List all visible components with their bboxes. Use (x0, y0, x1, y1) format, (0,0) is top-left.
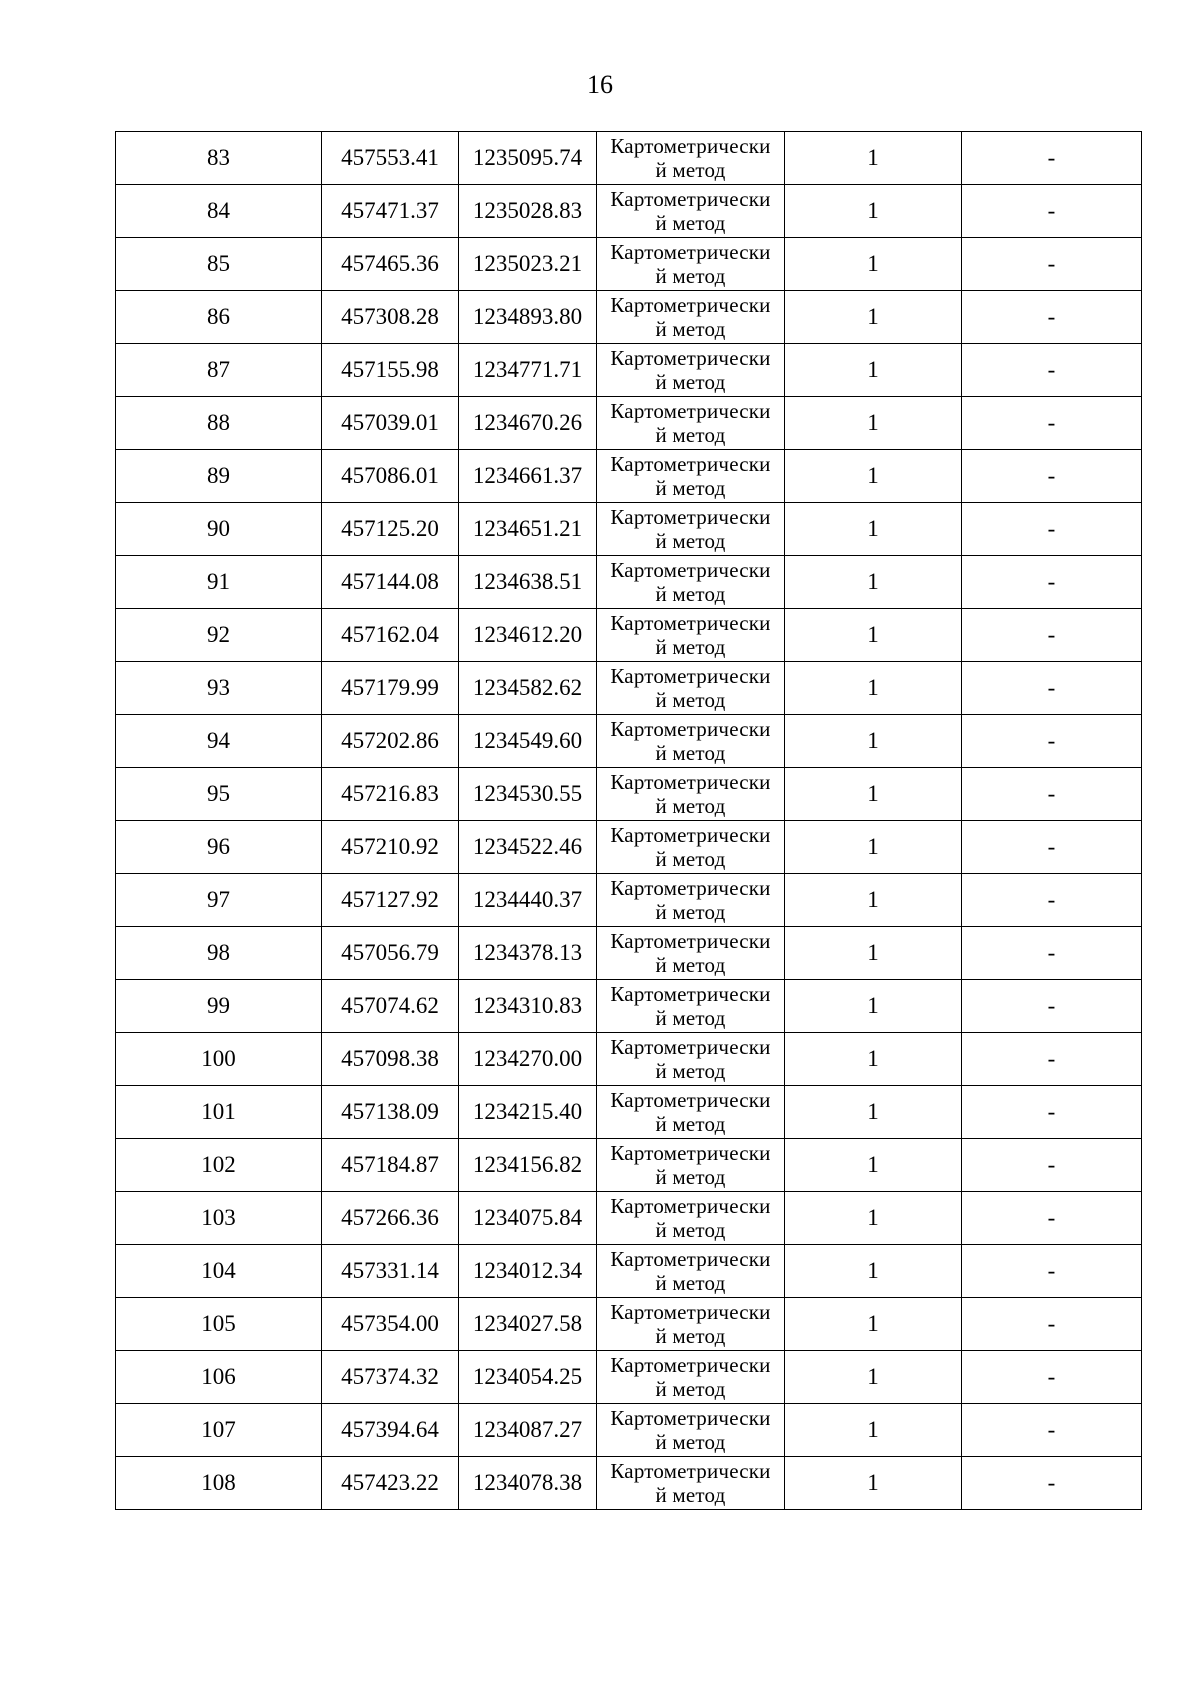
y-coordinate-cell: 1234771.71 (459, 344, 597, 397)
point-number-cell: 98 (116, 927, 322, 980)
accuracy-cell: 1 (785, 185, 962, 238)
table-row (116, 1033, 1142, 1086)
method-cell (597, 556, 785, 609)
method-text-line-2: й метод (655, 1218, 726, 1242)
accuracy-cell: 1 (785, 132, 962, 185)
method-text-line-2: й метод (655, 476, 726, 500)
method-cell (597, 1245, 785, 1298)
table-row (116, 556, 1142, 609)
y-coordinate-cell: 1234078.38 (459, 1457, 597, 1510)
method-text-line-1: Картометрически (610, 293, 771, 317)
method-text-line-1: Картометрически (610, 558, 771, 582)
y-coordinate-cell: 1234549.60 (459, 715, 597, 768)
method-text-line-1: Картометрически (610, 505, 771, 529)
note-cell: - (962, 927, 1142, 980)
method-cell (597, 450, 785, 503)
method-cell (597, 503, 785, 556)
point-number-cell: 95 (116, 768, 322, 821)
point-number-cell: 85 (116, 238, 322, 291)
y-coordinate-cell: 1235095.74 (459, 132, 597, 185)
y-coordinate-cell: 1234215.40 (459, 1086, 597, 1139)
method-text-line-2: й метод (655, 370, 726, 394)
method-text-line-1: Картометрически (610, 1353, 771, 1377)
method-cell (597, 238, 785, 291)
method-text-line-1: Картометрически (610, 399, 771, 423)
table-row (116, 768, 1142, 821)
method-text-line-2: й метод (655, 1324, 726, 1348)
method-cell (597, 927, 785, 980)
point-number-cell: 84 (116, 185, 322, 238)
y-coordinate-cell: 1234378.13 (459, 927, 597, 980)
method-cell (597, 662, 785, 715)
method-cell (597, 132, 785, 185)
note-cell: - (962, 556, 1142, 609)
y-coordinate-cell: 1234582.62 (459, 662, 597, 715)
point-number-cell: 102 (116, 1139, 322, 1192)
point-number-cell: 91 (116, 556, 322, 609)
x-coordinate-cell: 457039.01 (322, 397, 459, 450)
method-cell (597, 1457, 785, 1510)
method-text-line-1: Картометрически (610, 1459, 771, 1483)
method-text-line-1: Картометрически (610, 1035, 771, 1059)
x-coordinate-cell: 457374.32 (322, 1351, 459, 1404)
table-row (116, 238, 1142, 291)
method-cell (597, 291, 785, 344)
method-text-line-1: Картометрически (610, 823, 771, 847)
table-row (116, 1457, 1142, 1510)
accuracy-cell: 1 (785, 1457, 962, 1510)
note-cell: - (962, 132, 1142, 185)
method-cell (597, 397, 785, 450)
method-text-line-2: й метод (655, 688, 726, 712)
accuracy-cell: 1 (785, 1404, 962, 1457)
method-text-line-2: й метод (655, 1006, 726, 1030)
point-number-cell: 89 (116, 450, 322, 503)
x-coordinate-cell: 457162.04 (322, 609, 459, 662)
table-row (116, 715, 1142, 768)
note-cell: - (962, 768, 1142, 821)
accuracy-cell: 1 (785, 503, 962, 556)
y-coordinate-cell: 1234156.82 (459, 1139, 597, 1192)
y-coordinate-cell: 1234310.83 (459, 980, 597, 1033)
y-coordinate-cell: 1234522.46 (459, 821, 597, 874)
note-cell: - (962, 397, 1142, 450)
method-text-line-2: й метод (655, 158, 726, 182)
accuracy-cell: 1 (785, 715, 962, 768)
note-cell: - (962, 1192, 1142, 1245)
x-coordinate-cell: 457202.86 (322, 715, 459, 768)
x-coordinate-cell: 457127.92 (322, 874, 459, 927)
method-text-line-2: й метод (655, 264, 726, 288)
method-text-line-2: й метод (655, 794, 726, 818)
note-cell: - (962, 450, 1142, 503)
point-number-cell: 86 (116, 291, 322, 344)
note-cell: - (962, 503, 1142, 556)
method-text-line-2: й метод (655, 900, 726, 924)
table-row (116, 1245, 1142, 1298)
point-number-cell: 101 (116, 1086, 322, 1139)
note-cell: - (962, 821, 1142, 874)
note-cell: - (962, 609, 1142, 662)
table-row (116, 1298, 1142, 1351)
y-coordinate-cell: 1234530.55 (459, 768, 597, 821)
method-text-line-1: Картометрически (610, 929, 771, 953)
note-cell: - (962, 980, 1142, 1033)
method-text-line-2: й метод (655, 1271, 726, 1295)
method-text-line-1: Картометрически (610, 1194, 771, 1218)
method-cell (597, 768, 785, 821)
method-text-line-2: й метод (655, 847, 726, 871)
method-text-line-1: Картометрически (610, 664, 771, 688)
method-text-line-1: Картометрически (610, 770, 771, 794)
y-coordinate-cell: 1234661.37 (459, 450, 597, 503)
note-cell: - (962, 662, 1142, 715)
method-cell (597, 1033, 785, 1086)
x-coordinate-cell: 457074.62 (322, 980, 459, 1033)
method-text-line-2: й метод (655, 1483, 726, 1507)
method-text-line-2: й метод (655, 423, 726, 447)
accuracy-cell: 1 (785, 1192, 962, 1245)
x-coordinate-cell: 457331.14 (322, 1245, 459, 1298)
method-text-line-2: й метод (655, 1165, 726, 1189)
table-row (116, 1139, 1142, 1192)
point-number-cell: 83 (116, 132, 322, 185)
accuracy-cell: 1 (785, 344, 962, 397)
table-row (116, 927, 1142, 980)
accuracy-cell: 1 (785, 1298, 962, 1351)
y-coordinate-cell: 1234638.51 (459, 556, 597, 609)
method-text-line-1: Картометрически (610, 717, 771, 741)
method-text-line-1: Картометрически (610, 134, 771, 158)
note-cell: - (962, 344, 1142, 397)
method-cell (597, 1351, 785, 1404)
accuracy-cell: 1 (785, 1139, 962, 1192)
accuracy-cell: 1 (785, 768, 962, 821)
table-row (116, 185, 1142, 238)
point-number-cell: 90 (116, 503, 322, 556)
x-coordinate-cell: 457553.41 (322, 132, 459, 185)
method-text-line-1: Картометрически (610, 346, 771, 370)
method-cell (597, 821, 785, 874)
x-coordinate-cell: 457216.83 (322, 768, 459, 821)
method-text-line-1: Картометрически (610, 452, 771, 476)
point-number-cell: 106 (116, 1351, 322, 1404)
method-text-line-1: Картометрически (610, 876, 771, 900)
x-coordinate-cell: 457308.28 (322, 291, 459, 344)
x-coordinate-cell: 457423.22 (322, 1457, 459, 1510)
table-row (116, 1404, 1142, 1457)
accuracy-cell: 1 (785, 821, 962, 874)
table-row (116, 344, 1142, 397)
note-cell: - (962, 1457, 1142, 1510)
y-coordinate-cell: 1235023.21 (459, 238, 597, 291)
method-text-line-1: Картометрически (610, 1300, 771, 1324)
accuracy-cell: 1 (785, 556, 962, 609)
y-coordinate-cell: 1234893.80 (459, 291, 597, 344)
method-text-line-1: Картометрически (610, 1141, 771, 1165)
method-text-line-2: й метод (655, 317, 726, 341)
method-cell (597, 715, 785, 768)
x-coordinate-cell: 457056.79 (322, 927, 459, 980)
y-coordinate-cell: 1235028.83 (459, 185, 597, 238)
point-number-cell: 104 (116, 1245, 322, 1298)
table-row (116, 1351, 1142, 1404)
note-cell: - (962, 291, 1142, 344)
note-cell: - (962, 1245, 1142, 1298)
point-number-cell: 99 (116, 980, 322, 1033)
point-number-cell: 105 (116, 1298, 322, 1351)
method-text-line-2: й метод (655, 1059, 726, 1083)
point-number-cell: 108 (116, 1457, 322, 1510)
table-row (116, 821, 1142, 874)
method-text-line-1: Картометрически (610, 187, 771, 211)
accuracy-cell: 1 (785, 238, 962, 291)
note-cell: - (962, 715, 1142, 768)
x-coordinate-cell: 457125.20 (322, 503, 459, 556)
point-number-cell: 103 (116, 1192, 322, 1245)
method-cell (597, 1298, 785, 1351)
accuracy-cell: 1 (785, 662, 962, 715)
method-cell (597, 609, 785, 662)
accuracy-cell: 1 (785, 1245, 962, 1298)
x-coordinate-cell: 457179.99 (322, 662, 459, 715)
y-coordinate-cell: 1234075.84 (459, 1192, 597, 1245)
x-coordinate-cell: 457266.36 (322, 1192, 459, 1245)
method-text-line-1: Картометрически (610, 1088, 771, 1112)
method-text-line-2: й метод (655, 211, 726, 235)
note-cell: - (962, 238, 1142, 291)
method-text-line-1: Картометрически (610, 611, 771, 635)
accuracy-cell: 1 (785, 397, 962, 450)
table-row (116, 1086, 1142, 1139)
method-text-line-2: й метод (655, 529, 726, 553)
x-coordinate-cell: 457138.09 (322, 1086, 459, 1139)
method-text-line-2: й метод (655, 1430, 726, 1454)
x-coordinate-cell: 457184.87 (322, 1139, 459, 1192)
y-coordinate-cell: 1234670.26 (459, 397, 597, 450)
y-coordinate-cell: 1234612.20 (459, 609, 597, 662)
y-coordinate-cell: 1234440.37 (459, 874, 597, 927)
note-cell: - (962, 1404, 1142, 1457)
method-text-line-1: Картометрически (610, 982, 771, 1006)
accuracy-cell: 1 (785, 874, 962, 927)
x-coordinate-cell: 457354.00 (322, 1298, 459, 1351)
method-text-line-2: й метод (655, 582, 726, 606)
table-row (116, 662, 1142, 715)
method-text-line-2: й метод (655, 953, 726, 977)
coordinates-table (115, 131, 1142, 1510)
note-cell: - (962, 185, 1142, 238)
note-cell: - (962, 874, 1142, 927)
table-row (116, 1192, 1142, 1245)
point-number-cell: 88 (116, 397, 322, 450)
accuracy-cell: 1 (785, 1086, 962, 1139)
x-coordinate-cell: 457155.98 (322, 344, 459, 397)
x-coordinate-cell: 457210.92 (322, 821, 459, 874)
table-row (116, 503, 1142, 556)
point-number-cell: 97 (116, 874, 322, 927)
x-coordinate-cell: 457098.38 (322, 1033, 459, 1086)
note-cell: - (962, 1033, 1142, 1086)
table-row (116, 132, 1142, 185)
table-row (116, 291, 1142, 344)
y-coordinate-cell: 1234054.25 (459, 1351, 597, 1404)
table-row (116, 609, 1142, 662)
method-cell (597, 185, 785, 238)
table-row (116, 874, 1142, 927)
method-text-line-2: й метод (655, 741, 726, 765)
accuracy-cell: 1 (785, 927, 962, 980)
note-cell: - (962, 1086, 1142, 1139)
method-cell (597, 1086, 785, 1139)
y-coordinate-cell: 1234651.21 (459, 503, 597, 556)
accuracy-cell: 1 (785, 291, 962, 344)
method-text-line-1: Картометрически (610, 1247, 771, 1271)
point-number-cell: 100 (116, 1033, 322, 1086)
accuracy-cell: 1 (785, 1351, 962, 1404)
method-cell (597, 1139, 785, 1192)
x-coordinate-cell: 457144.08 (322, 556, 459, 609)
point-number-cell: 93 (116, 662, 322, 715)
method-text-line-1: Картометрически (610, 1406, 771, 1430)
y-coordinate-cell: 1234027.58 (459, 1298, 597, 1351)
point-number-cell: 92 (116, 609, 322, 662)
x-coordinate-cell: 457465.36 (322, 238, 459, 291)
y-coordinate-cell: 1234270.00 (459, 1033, 597, 1086)
note-cell: - (962, 1351, 1142, 1404)
method-text-line-2: й метод (655, 635, 726, 659)
method-text-line-2: й метод (655, 1377, 726, 1401)
method-cell (597, 874, 785, 927)
table-row (116, 397, 1142, 450)
method-cell (597, 1404, 785, 1457)
method-cell (597, 1192, 785, 1245)
method-text-line-2: й метод (655, 1112, 726, 1136)
point-number-cell: 107 (116, 1404, 322, 1457)
table-row (116, 980, 1142, 1033)
method-cell (597, 980, 785, 1033)
table-body (116, 132, 1142, 1510)
table-row (116, 450, 1142, 503)
accuracy-cell: 1 (785, 1033, 962, 1086)
point-number-cell: 87 (116, 344, 322, 397)
point-number-cell: 94 (116, 715, 322, 768)
page-number: 16 (587, 70, 613, 99)
x-coordinate-cell: 457394.64 (322, 1404, 459, 1457)
note-cell: - (962, 1298, 1142, 1351)
x-coordinate-cell: 457471.37 (322, 185, 459, 238)
accuracy-cell: 1 (785, 450, 962, 503)
x-coordinate-cell: 457086.01 (322, 450, 459, 503)
method-cell (597, 344, 785, 397)
note-cell: - (962, 1139, 1142, 1192)
y-coordinate-cell: 1234087.27 (459, 1404, 597, 1457)
accuracy-cell: 1 (785, 609, 962, 662)
accuracy-cell: 1 (785, 980, 962, 1033)
point-number-cell: 96 (116, 821, 322, 874)
y-coordinate-cell: 1234012.34 (459, 1245, 597, 1298)
method-text-line-1: Картометрически (610, 240, 771, 264)
